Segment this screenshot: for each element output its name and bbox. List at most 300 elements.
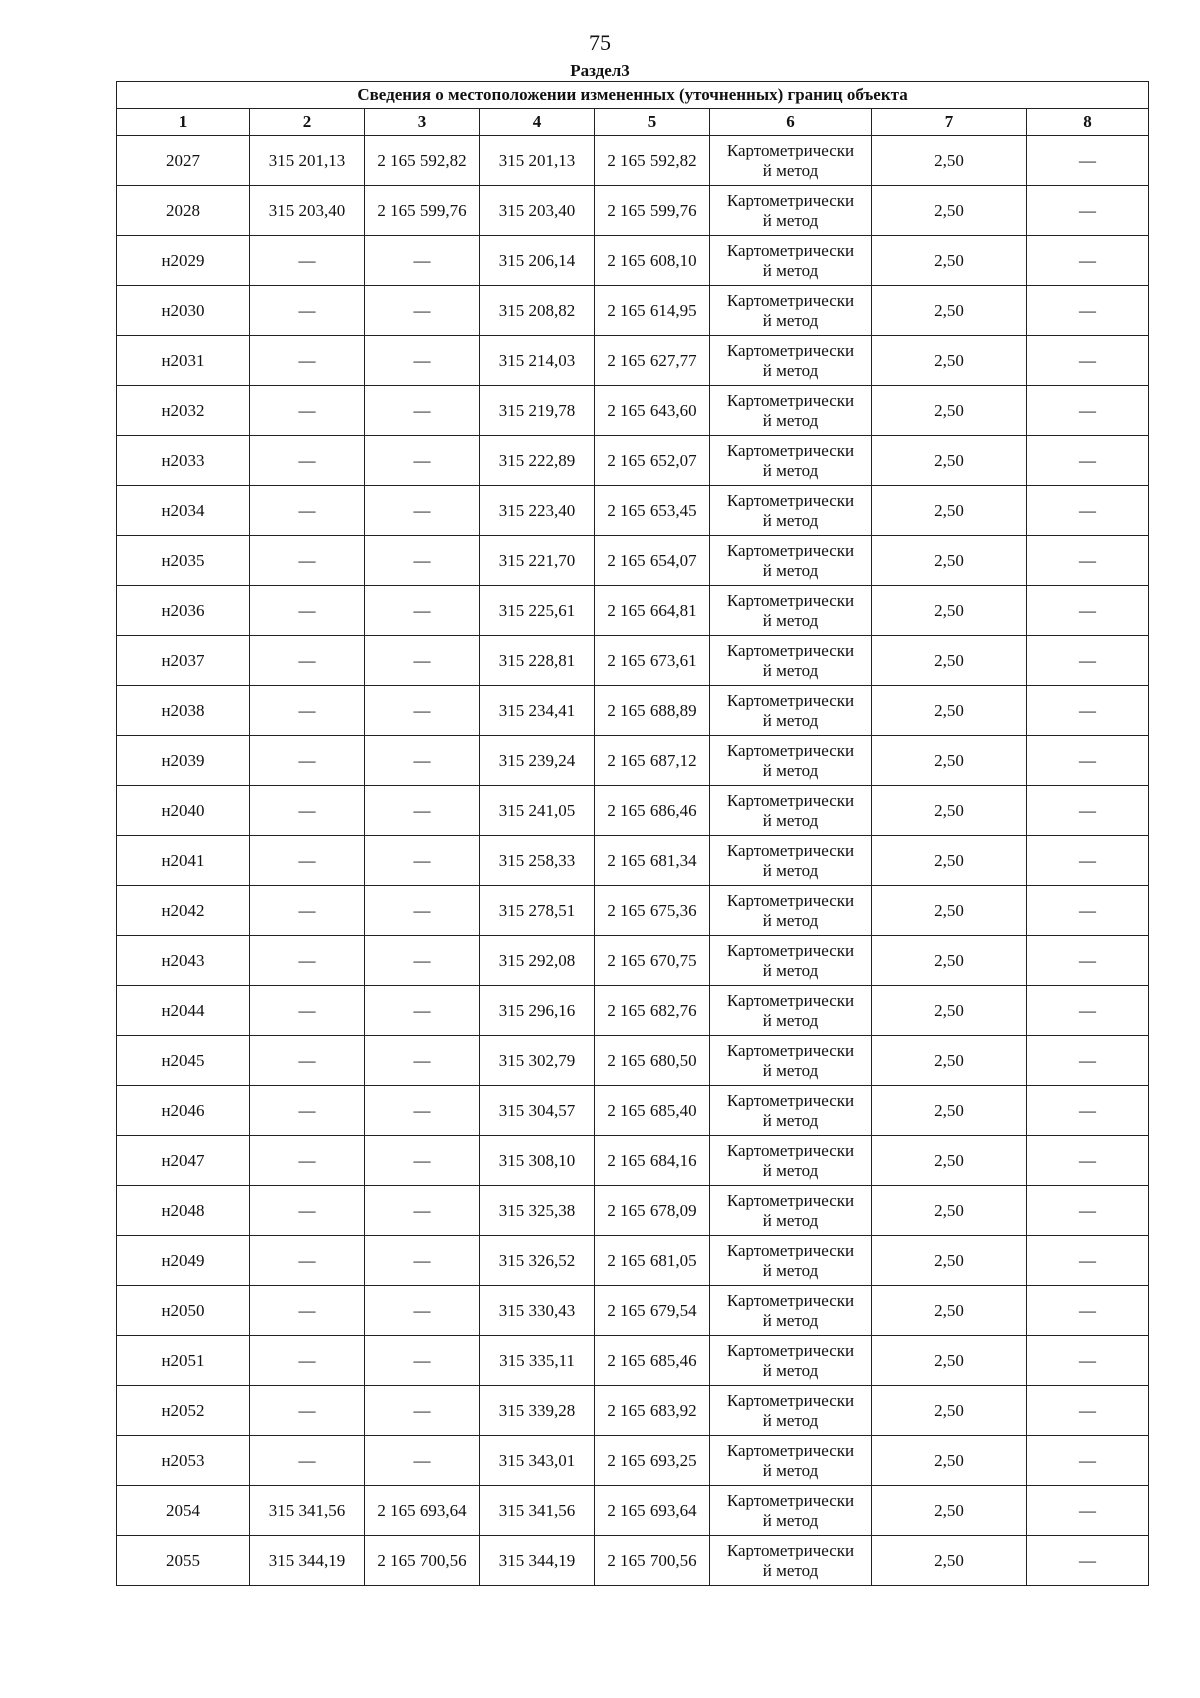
table-row [117, 786, 1149, 836]
note-cell: — [1027, 286, 1149, 336]
accuracy-cell: 2,50 [872, 586, 1027, 636]
y-old-cell: — [365, 1436, 480, 1486]
x-old-cell: — [250, 336, 365, 386]
point-id-cell: н2049 [117, 1236, 250, 1286]
table-row [117, 486, 1149, 536]
y-old-cell: — [365, 336, 480, 386]
point-id-cell: н2044 [117, 986, 250, 1036]
table-body [117, 136, 1149, 1586]
y-old-cell: — [365, 1186, 480, 1236]
method-cell [710, 836, 872, 886]
table-row [117, 286, 1149, 336]
method-cell [710, 936, 872, 986]
table-row [117, 686, 1149, 736]
note-cell: — [1027, 686, 1149, 736]
x-new-cell: 315 219,78 [480, 386, 595, 436]
point-id-cell: н2029 [117, 236, 250, 286]
x-old-cell: — [250, 1286, 365, 1336]
accuracy-cell: 2,50 [872, 386, 1027, 436]
note-cell: — [1027, 736, 1149, 786]
table-row [117, 386, 1149, 436]
y-old-cell: — [365, 786, 480, 836]
method-cell [710, 1086, 872, 1136]
accuracy-cell: 2,50 [872, 786, 1027, 836]
point-id-cell: н2030 [117, 286, 250, 336]
y-new-cell: 2 165 652,07 [595, 436, 710, 486]
point-id-cell: н2033 [117, 436, 250, 486]
x-old-cell: — [250, 1236, 365, 1286]
column-header-1: 1 [117, 109, 250, 136]
y-old-cell: — [365, 1386, 480, 1436]
x-new-cell: 315 330,43 [480, 1286, 595, 1336]
table-row [117, 1286, 1149, 1336]
table-row [117, 886, 1149, 936]
method-text-line: й метод [762, 1510, 819, 1530]
x-old-cell: — [250, 536, 365, 586]
table-row [117, 1386, 1149, 1436]
page-number: 75 [589, 30, 611, 55]
y-new-cell: 2 165 608,10 [595, 236, 710, 286]
y-new-cell: 2 165 687,12 [595, 736, 710, 786]
method-cell [710, 236, 872, 286]
table-row [117, 1536, 1149, 1586]
method-text-line: й метод [762, 1060, 819, 1080]
note-cell: — [1027, 436, 1149, 486]
x-new-cell: 315 234,41 [480, 686, 595, 736]
y-new-cell: 2 165 673,61 [595, 636, 710, 686]
accuracy-cell: 2,50 [872, 1186, 1027, 1236]
method-text-line: Картометрически [726, 1240, 855, 1260]
method-text-line: й метод [762, 210, 819, 230]
note-cell: — [1027, 886, 1149, 936]
x-old-cell: — [250, 1186, 365, 1236]
column-header-2: 2 [250, 109, 365, 136]
method-text-line: Картометрически [726, 1040, 855, 1060]
table-row [117, 536, 1149, 586]
accuracy-cell: 2,50 [872, 836, 1027, 886]
y-new-cell: 2 165 592,82 [595, 136, 710, 186]
y-old-cell: — [365, 486, 480, 536]
accuracy-cell: 2,50 [872, 636, 1027, 686]
method-cell [710, 1536, 872, 1586]
method-text-line: Картометрически [726, 440, 855, 460]
point-id-cell: н2034 [117, 486, 250, 536]
method-text-line: Картометрически [726, 290, 855, 310]
method-text-line: й метод [762, 1110, 819, 1130]
method-text-line: Картометрически [726, 1090, 855, 1110]
table-row [117, 1036, 1149, 1086]
method-cell [710, 136, 872, 186]
method-text-line: й метод [762, 1210, 819, 1230]
note-cell: — [1027, 336, 1149, 386]
y-old-cell: — [365, 1286, 480, 1336]
table-row [117, 1436, 1149, 1486]
note-cell: — [1027, 536, 1149, 586]
x-old-cell: — [250, 286, 365, 336]
point-id-cell: н2039 [117, 736, 250, 786]
x-new-cell: 315 335,11 [480, 1336, 595, 1386]
method-cell [710, 386, 872, 436]
method-text-line: й метод [762, 510, 819, 530]
x-new-cell: 315 296,16 [480, 986, 595, 1036]
point-id-cell: 2055 [117, 1536, 250, 1586]
point-id-cell: н2047 [117, 1136, 250, 1186]
method-text-line: Картометрически [726, 1490, 855, 1510]
x-new-cell: 315 241,05 [480, 786, 595, 836]
method-cell [710, 1436, 872, 1486]
method-cell [710, 286, 872, 336]
x-old-cell: — [250, 1036, 365, 1086]
method-cell [710, 1286, 872, 1336]
accuracy-cell: 2,50 [872, 1336, 1027, 1386]
method-cell [710, 1036, 872, 1086]
table-row [117, 936, 1149, 986]
point-id-cell: н2053 [117, 1436, 250, 1486]
point-id-cell: н2031 [117, 336, 250, 386]
method-text-line: й метод [762, 960, 819, 980]
column-header-4: 4 [480, 109, 595, 136]
y-new-cell: 2 165 678,09 [595, 1186, 710, 1236]
x-old-cell: 315 344,19 [250, 1536, 365, 1586]
column-header-6: 6 [710, 109, 872, 136]
table-row [117, 836, 1149, 886]
y-old-cell: — [365, 736, 480, 786]
y-old-cell: — [365, 236, 480, 286]
accuracy-cell: 2,50 [872, 1286, 1027, 1336]
method-text-line: Картометрически [726, 1390, 855, 1410]
method-text-line: Картометрически [726, 1140, 855, 1160]
method-text-line: Картометрически [726, 590, 855, 610]
x-old-cell: 315 341,56 [250, 1486, 365, 1536]
method-text-line: й метод [762, 1160, 819, 1180]
accuracy-cell: 2,50 [872, 686, 1027, 736]
y-old-cell: — [365, 1086, 480, 1136]
x-new-cell: 315 239,24 [480, 736, 595, 786]
method-text-line: й метод [762, 460, 819, 480]
method-text-line: й метод [762, 660, 819, 680]
method-cell [710, 886, 872, 936]
method-text-line: й метод [762, 310, 819, 330]
table-title: Сведения о местоположении измененных (уточненных) границ объекта [117, 82, 1149, 109]
method-text-line: й метод [762, 1410, 819, 1430]
y-new-cell: 2 165 670,75 [595, 936, 710, 986]
accuracy-cell: 2,50 [872, 436, 1027, 486]
y-new-cell: 2 165 693,64 [595, 1486, 710, 1536]
method-text-line: Картометрически [726, 1190, 855, 1210]
y-new-cell: 2 165 685,40 [595, 1086, 710, 1136]
method-text-line: й метод [762, 1310, 819, 1330]
x-new-cell: 315 201,13 [480, 136, 595, 186]
x-new-cell: 315 203,40 [480, 186, 595, 236]
method-cell [710, 1486, 872, 1536]
y-new-cell: 2 165 683,92 [595, 1386, 710, 1436]
y-new-cell: 2 165 684,16 [595, 1136, 710, 1186]
method-text-line: й метод [762, 610, 819, 630]
y-new-cell: 2 165 700,56 [595, 1536, 710, 1586]
y-old-cell: 2 165 693,64 [365, 1486, 480, 1536]
y-old-cell: — [365, 1136, 480, 1186]
x-old-cell: — [250, 786, 365, 836]
x-new-cell: 315 228,81 [480, 636, 595, 686]
point-id-cell: н2043 [117, 936, 250, 986]
method-cell [710, 1136, 872, 1186]
note-cell: — [1027, 1386, 1149, 1436]
coordinates-table [116, 81, 1149, 1586]
y-old-cell: 2 165 599,76 [365, 186, 480, 236]
point-id-cell: н2042 [117, 886, 250, 936]
method-cell [710, 736, 872, 786]
table-row [117, 1486, 1149, 1536]
note-cell: — [1027, 136, 1149, 186]
method-cell [710, 986, 872, 1036]
y-new-cell: 2 165 664,81 [595, 586, 710, 636]
x-new-cell: 315 302,79 [480, 1036, 595, 1086]
note-cell: — [1027, 1486, 1149, 1536]
method-text-line: й метод [762, 760, 819, 780]
method-text-line: Картометрически [726, 1290, 855, 1310]
x-old-cell: — [250, 486, 365, 536]
accuracy-cell: 2,50 [872, 1436, 1027, 1486]
method-text-line: Картометрически [726, 1440, 855, 1460]
method-cell [710, 786, 872, 836]
x-old-cell: — [250, 586, 365, 636]
note-cell: — [1027, 386, 1149, 436]
y-old-cell: — [365, 286, 480, 336]
y-new-cell: 2 165 627,77 [595, 336, 710, 386]
method-cell [710, 636, 872, 686]
method-cell [710, 436, 872, 486]
x-new-cell: 315 206,14 [480, 236, 595, 286]
x-old-cell: — [250, 436, 365, 486]
method-text-line: й метод [762, 1560, 819, 1580]
note-cell: — [1027, 1136, 1149, 1186]
x-old-cell: — [250, 1336, 365, 1386]
y-old-cell: — [365, 836, 480, 886]
table-row [117, 236, 1149, 286]
point-id-cell: н2045 [117, 1036, 250, 1086]
y-new-cell: 2 165 693,25 [595, 1436, 710, 1486]
x-old-cell: — [250, 386, 365, 436]
point-id-cell: н2050 [117, 1286, 250, 1336]
x-old-cell: — [250, 836, 365, 886]
accuracy-cell: 2,50 [872, 886, 1027, 936]
method-text-line: Картометрически [726, 240, 855, 260]
accuracy-cell: 2,50 [872, 1536, 1027, 1586]
x-old-cell: 315 203,40 [250, 186, 365, 236]
x-old-cell: — [250, 1086, 365, 1136]
x-new-cell: 315 278,51 [480, 886, 595, 936]
accuracy-cell: 2,50 [872, 1036, 1027, 1086]
y-new-cell: 2 165 614,95 [595, 286, 710, 336]
accuracy-cell: 2,50 [872, 936, 1027, 986]
method-text-line: Картометрически [726, 140, 855, 160]
x-new-cell: 315 344,19 [480, 1536, 595, 1586]
y-new-cell: 2 165 682,76 [595, 986, 710, 1036]
table-row [117, 1186, 1149, 1236]
y-new-cell: 2 165 681,05 [595, 1236, 710, 1286]
point-id-cell: н2041 [117, 836, 250, 886]
y-new-cell: 2 165 643,60 [595, 386, 710, 436]
method-text-line: Картометрически [726, 640, 855, 660]
y-old-cell: — [365, 436, 480, 486]
method-text-line: Картометрически [726, 990, 855, 1010]
x-new-cell: 315 339,28 [480, 1386, 595, 1436]
y-new-cell: 2 165 599,76 [595, 186, 710, 236]
method-text-line: й метод [762, 710, 819, 730]
note-cell: — [1027, 1436, 1149, 1486]
x-old-cell: — [250, 736, 365, 786]
method-text-line: Картометрически [726, 490, 855, 510]
method-cell [710, 686, 872, 736]
accuracy-cell: 2,50 [872, 336, 1027, 386]
y-new-cell: 2 165 680,50 [595, 1036, 710, 1086]
method-cell [710, 336, 872, 386]
x-new-cell: 315 326,52 [480, 1236, 595, 1286]
point-id-cell: 2027 [117, 136, 250, 186]
point-id-cell: 2054 [117, 1486, 250, 1536]
method-cell [710, 536, 872, 586]
method-text-line: й метод [762, 1460, 819, 1480]
accuracy-cell: 2,50 [872, 986, 1027, 1036]
x-new-cell: 315 222,89 [480, 436, 595, 486]
method-text-line: й метод [762, 1260, 819, 1280]
table-row [117, 436, 1149, 486]
x-old-cell: — [250, 636, 365, 686]
x-new-cell: 315 214,03 [480, 336, 595, 386]
x-new-cell: 315 292,08 [480, 936, 595, 986]
table-row [117, 336, 1149, 386]
accuracy-cell: 2,50 [872, 1386, 1027, 1436]
y-old-cell: — [365, 636, 480, 686]
table-row [117, 136, 1149, 186]
method-cell [710, 1186, 872, 1236]
accuracy-cell: 2,50 [872, 286, 1027, 336]
y-old-cell: — [365, 1036, 480, 1086]
note-cell: — [1027, 1186, 1149, 1236]
y-new-cell: 2 165 686,46 [595, 786, 710, 836]
note-cell: — [1027, 236, 1149, 286]
table-row [117, 1336, 1149, 1386]
point-id-cell: н2040 [117, 786, 250, 836]
point-id-cell: н2032 [117, 386, 250, 436]
note-cell: — [1027, 186, 1149, 236]
accuracy-cell: 2,50 [872, 1136, 1027, 1186]
note-cell: — [1027, 786, 1149, 836]
y-old-cell: — [365, 1236, 480, 1286]
y-new-cell: 2 165 685,46 [595, 1336, 710, 1386]
x-new-cell: 315 223,40 [480, 486, 595, 536]
y-old-cell: — [365, 386, 480, 436]
x-new-cell: 315 304,57 [480, 1086, 595, 1136]
method-text-line: й метод [762, 560, 819, 580]
note-cell: — [1027, 586, 1149, 636]
method-cell [710, 186, 872, 236]
point-id-cell: н2035 [117, 536, 250, 586]
method-text-line: й метод [762, 1010, 819, 1030]
method-text-line: Картометрически [726, 190, 855, 210]
y-old-cell: — [365, 986, 480, 1036]
note-cell: — [1027, 1536, 1149, 1586]
x-old-cell: — [250, 986, 365, 1036]
x-old-cell: — [250, 886, 365, 936]
y-new-cell: 2 165 654,07 [595, 536, 710, 586]
x-new-cell: 315 221,70 [480, 536, 595, 586]
point-id-cell: н2036 [117, 586, 250, 636]
table-row [117, 736, 1149, 786]
method-cell [710, 586, 872, 636]
point-id-cell: н2051 [117, 1336, 250, 1386]
table-row [117, 186, 1149, 236]
y-old-cell: — [365, 686, 480, 736]
accuracy-cell: 2,50 [872, 536, 1027, 586]
accuracy-cell: 2,50 [872, 736, 1027, 786]
method-text-line: й метод [762, 910, 819, 930]
point-id-cell: н2048 [117, 1186, 250, 1236]
point-id-cell: н2052 [117, 1386, 250, 1436]
x-new-cell: 315 308,10 [480, 1136, 595, 1186]
method-text-line: й метод [762, 810, 819, 830]
method-text-line: Картометрически [726, 1540, 855, 1560]
y-old-cell: — [365, 936, 480, 986]
note-cell: — [1027, 1286, 1149, 1336]
method-text-line: Картометрически [726, 790, 855, 810]
note-cell: — [1027, 1236, 1149, 1286]
method-text-line: Картометрически [726, 940, 855, 960]
table-row [117, 636, 1149, 686]
note-cell: — [1027, 1036, 1149, 1086]
table-row [117, 586, 1149, 636]
x-new-cell: 315 343,01 [480, 1436, 595, 1486]
table-row [117, 1136, 1149, 1186]
y-old-cell: — [365, 586, 480, 636]
note-cell: — [1027, 936, 1149, 986]
table-row [117, 1236, 1149, 1286]
x-old-cell: — [250, 1136, 365, 1186]
point-id-cell: н2046 [117, 1086, 250, 1136]
method-text-line: Картометрически [726, 340, 855, 360]
method-text-line: й метод [762, 860, 819, 880]
method-text-line: Картометрически [726, 890, 855, 910]
method-text-line: Картометрически [726, 1340, 855, 1360]
point-id-cell: н2037 [117, 636, 250, 686]
x-new-cell: 315 258,33 [480, 836, 595, 886]
y-new-cell: 2 165 679,54 [595, 1286, 710, 1336]
method-cell [710, 1236, 872, 1286]
point-id-cell: н2038 [117, 686, 250, 736]
x-new-cell: 315 325,38 [480, 1186, 595, 1236]
section-title: Раздел3 [570, 61, 630, 80]
column-header-5: 5 [595, 109, 710, 136]
accuracy-cell: 2,50 [872, 236, 1027, 286]
method-text-line: Картометрически [726, 540, 855, 560]
method-cell [710, 1336, 872, 1386]
note-cell: — [1027, 986, 1149, 1036]
table-row [117, 1086, 1149, 1136]
note-cell: — [1027, 836, 1149, 886]
x-new-cell: 315 225,61 [480, 586, 595, 636]
y-new-cell: 2 165 681,34 [595, 836, 710, 886]
note-cell: — [1027, 486, 1149, 536]
x-old-cell: 315 201,13 [250, 136, 365, 186]
method-text-line: Картометрически [726, 690, 855, 710]
method-text-line: й метод [762, 410, 819, 430]
x-old-cell: — [250, 1386, 365, 1436]
x-old-cell: — [250, 1436, 365, 1486]
accuracy-cell: 2,50 [872, 1486, 1027, 1536]
y-new-cell: 2 165 675,36 [595, 886, 710, 936]
y-old-cell: 2 165 592,82 [365, 136, 480, 186]
x-new-cell: 315 208,82 [480, 286, 595, 336]
